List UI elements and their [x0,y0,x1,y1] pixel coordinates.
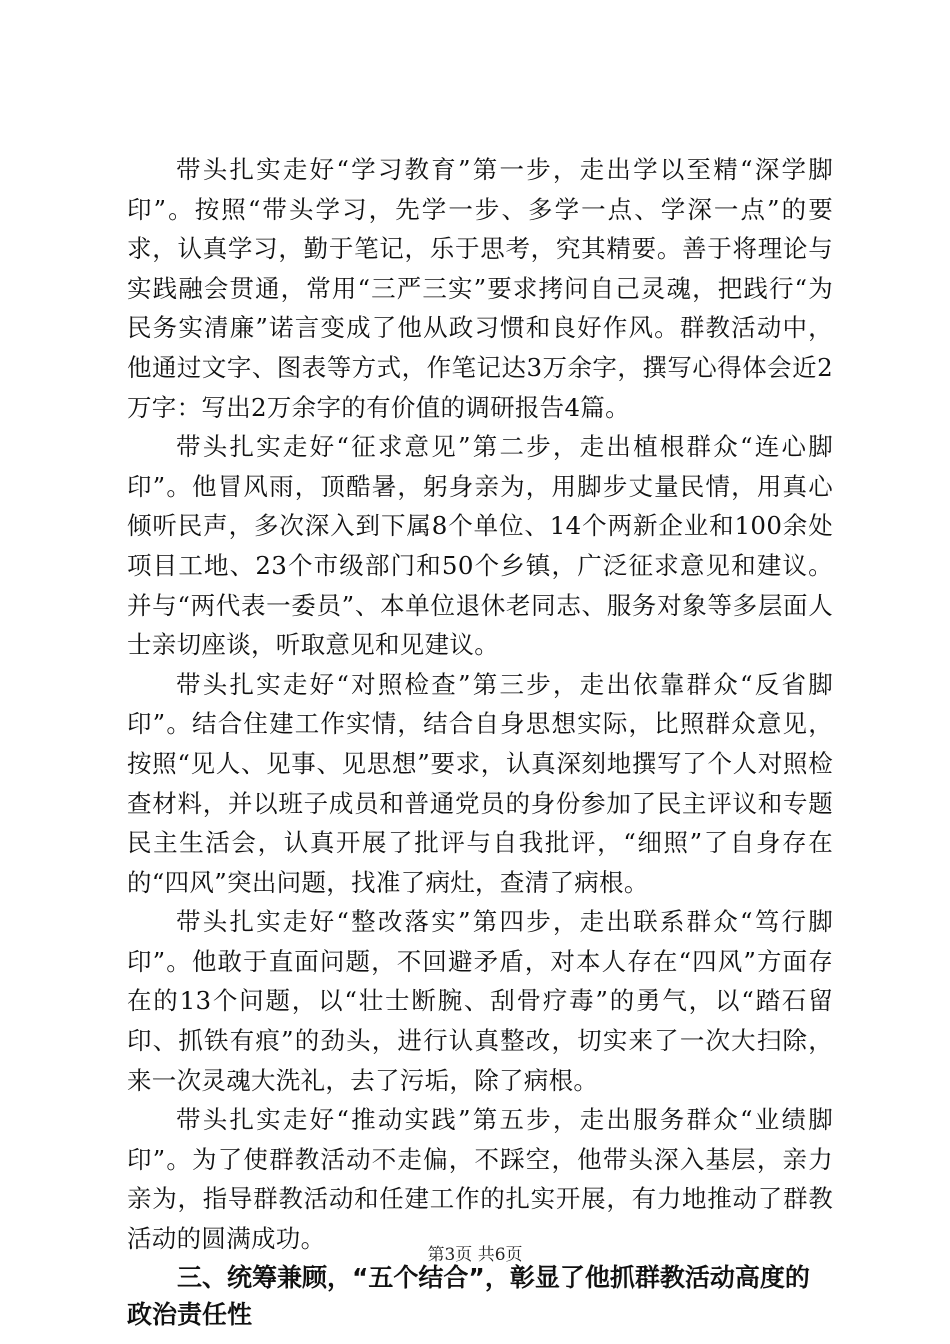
paragraph-rectification: 带头扎实走好“整改落实”第四步，走出联系群众“笃行脚印”。他敢于直面问题，不回避矛盾，对本人存在“四风”方面存在的13个问题，以“壮士断腕、刮骨疗毒”的勇气，以“踏石留印、抓铁有痕”的劲头，进行认真整改，切实来了一次大扫除，来一次灵魂大洗礼，去了污垢，除了病根。 [127,907,833,1095]
document-body [127,150,833,1333]
section-heading: 三、统筹兼顾，“五个结合”，彰显了他抓群教活动高度的政治责任性 [127,1262,810,1329]
page-footer: 第3页 共6页 [427,1245,523,1265]
paragraph-self-examination: 带头扎实走好“对照检查”第三步，走出依靠群众“反省脚印”。结合住建工作实情，结合自身思想实际，比照群众意见，按照“见人、见事、见思想”要求，认真深刻地撰写了个人对照检查材料，并以班子成员和普通党员的身份参加了民主评议和专题民主生活会，认真开展了批评与自我批评，“细照”了自身存在的“四风”突出问题，找准了病灶，查清了病根。 [127,669,834,897]
paragraph-practice: 带头扎实走好“推动实践”第五步，走出服务群众“业绩脚印”。为了使群教活动不走偏，不踩空，他带头深入基层，亲力亲为，指导群教活动和任建工作的扎实开展，有力地推动了群教活动的圆满成功。 [127,1105,834,1254]
paragraph-study-education: 带头扎实走好“学习教育”第一步，走出学以至精“深学脚印”。按照“带头学习，先学一步、多学一点、学深一点”的要求，认真学习，勤于笔记，乐于思考，究其精要。善于将理论与实践融会贯通，常用“三严三实”要求拷问自己灵魂，把践行“为民务实清廉”诺言变成了他从政习惯和良好作风。群教活动中，他通过文字、图表等方式，作笔记达3万余字，撰写心得体会近2万字：写出2万余字的有价值的调研报告4篇。 [127,155,833,422]
paragraph-solicit-opinions: 带头扎实走好“征求意见”第二步，走出植根群众“连心脚印”。他冒风雨，顶酷暑，躬身亲为，用脚步丈量民情，用真心倾听民声，多次深入到下属8个单位、14个两新企业和100余处项目工地、23个市级部门和50个乡镇，广泛征求意见和建议。并与“两代表一委员”、本单位退休老同志、服务对象等多层面人士亲切座谈，听取意见和见建议。 [127,432,834,660]
